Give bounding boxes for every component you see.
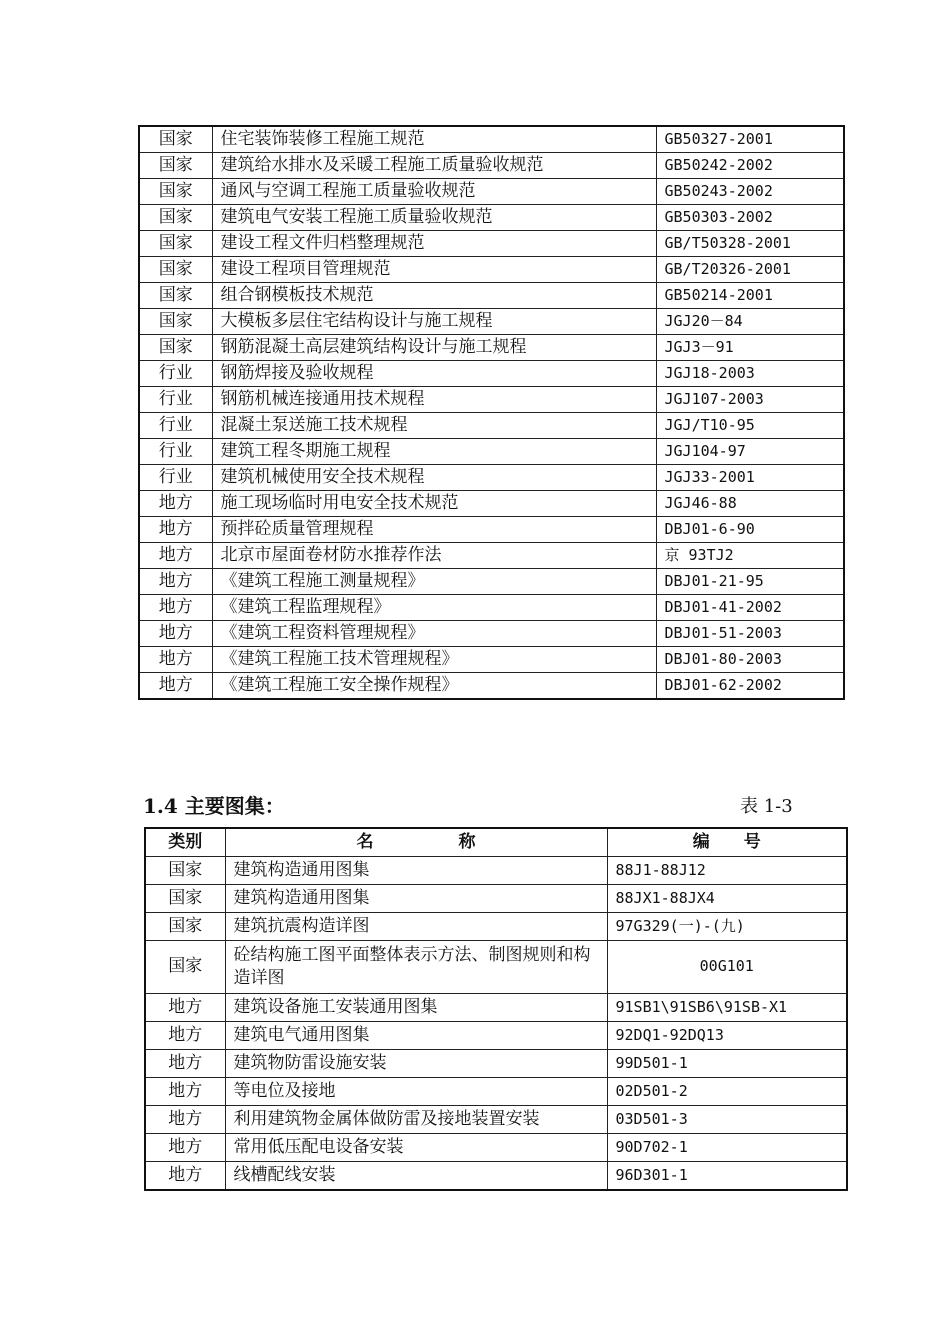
category-cell: 地方 bbox=[139, 491, 212, 517]
header-code: 编 号 bbox=[607, 828, 847, 857]
category-cell: 地方 bbox=[139, 673, 212, 700]
table-row bbox=[145, 941, 847, 994]
code-cell: JGJ18-2003 bbox=[656, 361, 844, 387]
category-cell: 国家 bbox=[139, 257, 212, 283]
category-cell: 地方 bbox=[145, 1078, 225, 1106]
code-cell: 90D702-1 bbox=[607, 1134, 847, 1162]
table-row bbox=[139, 257, 844, 283]
code-cell: 88J1-88J12 bbox=[607, 857, 847, 885]
name-cell: 预拌砼质量管理规程 bbox=[212, 517, 656, 543]
category-cell: 行业 bbox=[139, 465, 212, 491]
category-cell: 地方 bbox=[139, 517, 212, 543]
name-cell: 《建筑工程施工技术管理规程》 bbox=[212, 647, 656, 673]
standards-table bbox=[138, 125, 845, 700]
name-cell: 组合钢模板技术规范 bbox=[212, 283, 656, 309]
name-cell: 混凝土泵送施工技术规程 bbox=[212, 413, 656, 439]
category-cell: 地方 bbox=[145, 1022, 225, 1050]
table-row bbox=[139, 647, 844, 673]
table-row bbox=[145, 857, 847, 885]
table-row bbox=[139, 673, 844, 700]
category-cell: 国家 bbox=[139, 283, 212, 309]
code-cell: 91SB1\91SB6\91SB-X1 bbox=[607, 994, 847, 1022]
code-cell: DBJ01-21-95 bbox=[656, 569, 844, 595]
category-cell: 地方 bbox=[145, 1134, 225, 1162]
table-row bbox=[139, 439, 844, 465]
table-row bbox=[139, 309, 844, 335]
code-cell: JGJ20－84 bbox=[656, 309, 844, 335]
name-cell: 线槽配线安装 bbox=[225, 1162, 607, 1191]
table-row bbox=[139, 179, 844, 205]
table-row bbox=[145, 913, 847, 941]
table-row bbox=[145, 994, 847, 1022]
table-row bbox=[139, 543, 844, 569]
code-cell: 96D301-1 bbox=[607, 1162, 847, 1191]
name-cell: 《建筑工程资料管理规程》 bbox=[212, 621, 656, 647]
code-cell: GB50242-2002 bbox=[656, 153, 844, 179]
code-cell: JGJ3－91 bbox=[656, 335, 844, 361]
code-cell: DBJ01-62-2002 bbox=[656, 673, 844, 700]
table-row bbox=[139, 621, 844, 647]
table-row bbox=[139, 283, 844, 309]
code-cell: 92DQ1-92DQ13 bbox=[607, 1022, 847, 1050]
name-cell: 施工现场临时用电安全技术规范 bbox=[212, 491, 656, 517]
category-cell: 地方 bbox=[145, 1050, 225, 1078]
category-cell: 行业 bbox=[139, 413, 212, 439]
code-cell: GB/T50328-2001 bbox=[656, 231, 844, 257]
category-cell: 国家 bbox=[139, 126, 212, 153]
code-cell: 03D501-3 bbox=[607, 1106, 847, 1134]
category-cell: 地方 bbox=[145, 994, 225, 1022]
name-cell: 建筑工程冬期施工规程 bbox=[212, 439, 656, 465]
name-cell: 钢筋焊接及验收规程 bbox=[212, 361, 656, 387]
category-cell: 地方 bbox=[139, 595, 212, 621]
code-cell: JGJ46-88 bbox=[656, 491, 844, 517]
name-cell: 建筑给水排水及采暖工程施工质量验收规范 bbox=[212, 153, 656, 179]
table-row bbox=[139, 569, 844, 595]
name-cell: 通风与空调工程施工质量验收规范 bbox=[212, 179, 656, 205]
code-cell: 02D501-2 bbox=[607, 1078, 847, 1106]
category-cell: 国家 bbox=[145, 941, 225, 994]
category-cell: 行业 bbox=[139, 439, 212, 465]
table-row bbox=[139, 361, 844, 387]
name-cell: 钢筋混凝土高层建筑结构设计与施工规程 bbox=[212, 335, 656, 361]
atlas-table bbox=[144, 827, 848, 1191]
category-cell: 国家 bbox=[139, 231, 212, 257]
code-cell: GB50243-2002 bbox=[656, 179, 844, 205]
name-cell: 利用建筑物金属体做防雷及接地装置安装 bbox=[225, 1106, 607, 1134]
name-cell: 建筑设备施工安装通用图集 bbox=[225, 994, 607, 1022]
code-cell: GB/T20326-2001 bbox=[656, 257, 844, 283]
name-cell: 等电位及接地 bbox=[225, 1078, 607, 1106]
table-row bbox=[139, 413, 844, 439]
code-cell: 88JX1-88JX4 bbox=[607, 885, 847, 913]
name-cell: 住宅装饰装修工程施工规范 bbox=[212, 126, 656, 153]
category-cell: 国家 bbox=[145, 885, 225, 913]
table-row bbox=[139, 387, 844, 413]
code-cell: DBJ01-51-2003 bbox=[656, 621, 844, 647]
table-row bbox=[145, 1134, 847, 1162]
table-row bbox=[145, 1022, 847, 1050]
name-cell: 建筑机械使用安全技术规程 bbox=[212, 465, 656, 491]
name-cell: 常用低压配电设备安装 bbox=[225, 1134, 607, 1162]
name-cell: 建筑构造通用图集 bbox=[225, 857, 607, 885]
table-row bbox=[145, 885, 847, 913]
code-cell: JGJ104-97 bbox=[656, 439, 844, 465]
name-cell: 《建筑工程施工安全操作规程》 bbox=[212, 673, 656, 700]
name-cell: 砼结构施工图平面整体表示方法、制图规则和构造详图 bbox=[225, 941, 607, 994]
name-cell: 《建筑工程施工测量规程》 bbox=[212, 569, 656, 595]
code-cell: JGJ33-2001 bbox=[656, 465, 844, 491]
code-cell: GB50303-2002 bbox=[656, 205, 844, 231]
header-name: 名 称 bbox=[225, 828, 607, 857]
table-header-row bbox=[145, 828, 847, 857]
code-cell: 京 93TJ2 bbox=[656, 543, 844, 569]
category-cell: 行业 bbox=[139, 361, 212, 387]
header-category: 类别 bbox=[145, 828, 225, 857]
category-cell: 地方 bbox=[145, 1106, 225, 1134]
category-cell: 地方 bbox=[145, 1162, 225, 1191]
code-cell: 99D501-1 bbox=[607, 1050, 847, 1078]
table-row bbox=[139, 595, 844, 621]
category-cell: 地方 bbox=[139, 543, 212, 569]
category-cell: 国家 bbox=[139, 205, 212, 231]
name-cell: 建筑构造通用图集 bbox=[225, 885, 607, 913]
code-cell: JGJ/T10-95 bbox=[656, 413, 844, 439]
name-cell: 建筑抗震构造详图 bbox=[225, 913, 607, 941]
code-cell: GB50214-2001 bbox=[656, 283, 844, 309]
table-number: 表 1-3 bbox=[740, 796, 793, 817]
table-row bbox=[139, 465, 844, 491]
name-cell: 建筑物防雷设施安装 bbox=[225, 1050, 607, 1078]
table-row bbox=[145, 1078, 847, 1106]
code-cell: JGJ107-2003 bbox=[656, 387, 844, 413]
table-row bbox=[145, 1050, 847, 1078]
category-cell: 国家 bbox=[139, 335, 212, 361]
category-cell: 国家 bbox=[139, 309, 212, 335]
name-cell: 建设工程文件归档整理规范 bbox=[212, 231, 656, 257]
code-cell: DBJ01-80-2003 bbox=[656, 647, 844, 673]
category-cell: 国家 bbox=[139, 179, 212, 205]
name-cell: 建筑电气通用图集 bbox=[225, 1022, 607, 1050]
category-cell: 地方 bbox=[139, 569, 212, 595]
category-cell: 国家 bbox=[139, 153, 212, 179]
category-cell: 地方 bbox=[139, 621, 212, 647]
code-cell: GB50327-2001 bbox=[656, 126, 844, 153]
category-cell: 地方 bbox=[139, 647, 212, 673]
code-cell: DBJ01-6-90 bbox=[656, 517, 844, 543]
name-cell: 北京市屋面卷材防水推荐作法 bbox=[212, 543, 656, 569]
code-cell: 97G329(一)-(九) bbox=[607, 913, 847, 941]
category-cell: 行业 bbox=[139, 387, 212, 413]
table-row bbox=[139, 153, 844, 179]
name-cell: 建设工程项目管理规范 bbox=[212, 257, 656, 283]
section-heading: 1.4 主要图集： bbox=[143, 794, 285, 818]
table-row bbox=[145, 1162, 847, 1191]
name-cell: 大模板多层住宅结构设计与施工规程 bbox=[212, 309, 656, 335]
name-cell: 钢筋机械连接通用技术规程 bbox=[212, 387, 656, 413]
table-row bbox=[145, 1106, 847, 1134]
table-row bbox=[139, 335, 844, 361]
table-row bbox=[139, 205, 844, 231]
table-row bbox=[139, 126, 844, 153]
name-cell: 《建筑工程监理规程》 bbox=[212, 595, 656, 621]
name-cell: 建筑电气安装工程施工质量验收规范 bbox=[212, 205, 656, 231]
table-row bbox=[139, 231, 844, 257]
category-cell: 国家 bbox=[145, 913, 225, 941]
code-cell: DBJ01-41-2002 bbox=[656, 595, 844, 621]
table-row bbox=[139, 491, 844, 517]
category-cell: 国家 bbox=[145, 857, 225, 885]
code-cell: 00G101 bbox=[607, 941, 847, 994]
table-row bbox=[139, 517, 844, 543]
